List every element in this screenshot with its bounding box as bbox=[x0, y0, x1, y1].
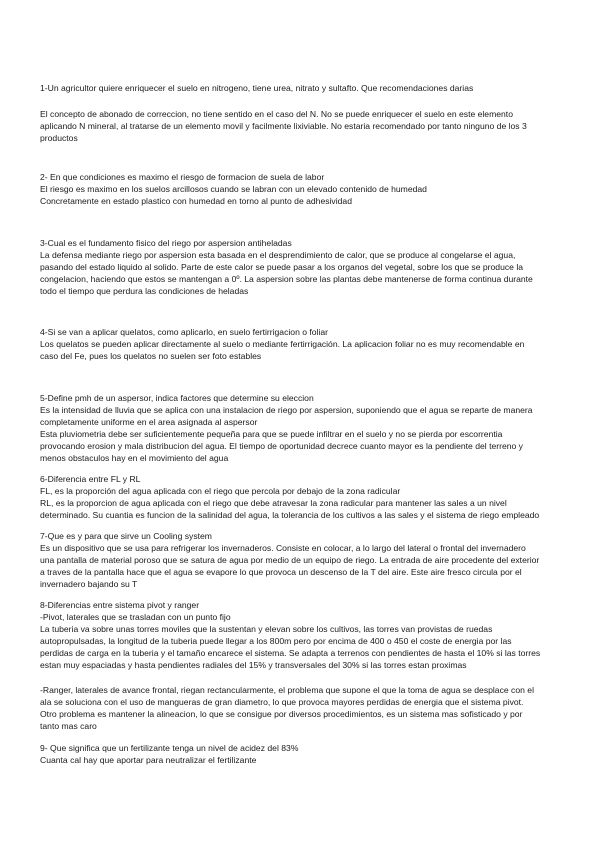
question-1 bbox=[40, 82, 568, 144]
answer-line: una pantalla de material poroso que se satura de agua por medio de un equipo de riego. La entrada de aire procedente del exterior bbox=[40, 555, 540, 565]
answer-line: Esta pluviometria debe ser suficientemente pequeña para que se puede infiltrar en el suelo y no se pierda por escorrentia bbox=[40, 429, 503, 439]
question-3 bbox=[40, 237, 568, 297]
answer-line: RL, es la proporcion de agua aplicada con el riego que debe atravesar la zona radicular para mantener las sales a un nivel bbox=[40, 498, 507, 508]
answer-line: congelacion, haciendo que estos se mantengan a 0º. La aspersion sobre las plantas debe mantenerse de forma continua durante bbox=[40, 274, 533, 284]
question-3-title: 3-Cual es el fundamento fisico del riego por aspersion antiheladas bbox=[40, 238, 292, 248]
answer-line: aplicando N mineral, al tratarse de un elemento movil y facilmente lixiviable. No estaria recomendado por tanto ninguno de los 3 bbox=[40, 121, 527, 131]
question-2 bbox=[40, 171, 568, 207]
answer-line: determinado. Su cuantia es funcion de la salinidad del agua, la tolerancia de los cultivos a las sales y el sistema de riego empleado bbox=[40, 510, 540, 520]
answer-line: invernadero bajando su T bbox=[40, 579, 138, 589]
answer-line: Cuanta cal hay que aportar para neutralizar el fertilizante bbox=[40, 755, 257, 765]
answer-line: completamente uniforme en el area asignada al aspersor bbox=[40, 417, 258, 427]
question-1-answer bbox=[40, 108, 568, 144]
answer-line: caso del Fe, pues los quelatos no suelen ser foto estables bbox=[40, 351, 262, 361]
document-page bbox=[40, 82, 568, 766]
question-9 bbox=[40, 742, 568, 766]
question-4 bbox=[40, 326, 568, 362]
answer-line: productos bbox=[40, 133, 78, 143]
answer-line: autopropulsadas, la longitud de la tuberia puede llegar a los 800m pero por encima de 400 o 450 el coste de energia por las bbox=[40, 636, 512, 646]
question-9-title: 9- Que significa que un fertilizante tenga un nivel de acidez del 83% bbox=[40, 743, 299, 753]
question-8-ranger bbox=[40, 684, 568, 732]
answer-line: Es la intensidad de lluvia que se aplica con una instalacion de riego por aspersion, suponiendo que el agua se reparte de manera bbox=[40, 405, 533, 415]
answer-line: -Ranger, laterales de avance frontal, riegan rectancularmente, el problema que supone el que la toma de agua se desplace con el bbox=[40, 685, 534, 695]
question-8-title: 8-Diferencias entre sistema pivot y ranger bbox=[40, 600, 200, 610]
question-8 bbox=[40, 599, 568, 671]
answer-line: El concepto de abonado de correccion, no tiene sentido en el caso del N. No se puede enriquecer el suelo en este elemento bbox=[40, 109, 513, 119]
question-1-title: 1-Un agricultor quiere enriquecer el suelo en nitrogeno, tiene urea, nitrato y sultafto. Que recomendaciones darias bbox=[40, 83, 474, 93]
answer-line: pasando del estado liquido al solido. Parte de este calor se puede pasar a los organos del vegetal, sobre los que se produce la bbox=[40, 262, 524, 272]
question-5-title: 5-Define pmh de un aspersor, indica factores que determine su eleccion bbox=[40, 393, 314, 403]
answer-line: estan muy espaciadas y hasta pendientes radiales del 15% y transversales del 30% si las torres estan proximas bbox=[40, 660, 467, 670]
answer-line: Otro problema es mantener la alineacion, lo que se consigue por diversos procedimientos, es un sistema mas sofisticado y por bbox=[40, 709, 523, 719]
question-5 bbox=[40, 392, 568, 464]
answer-line: provocando erosion y mala distribucion del agua. El tiempo de oportunidad decrece cuanto mayor es la pendiente del terreno y bbox=[40, 441, 523, 451]
answer-line: perdidas de carga en la tuberia y el tamaño encarece el sistema. Se adapta a terrenos con pendientes de hasta el 10% si las torres bbox=[40, 648, 541, 658]
answer-line: Concretamente en estado plastico con humedad en torno al punto de adhesividad bbox=[40, 196, 352, 206]
question-2-title: 2- En que condiciones es maximo el riesgo de formacion de suela de labor bbox=[40, 172, 325, 182]
answer-line: La defensa mediante riego por aspersion esta basada en el desprendimiento de calor, que se produce al congelarse el agua, bbox=[40, 250, 516, 260]
question-6 bbox=[40, 473, 568, 521]
answer-line: El riesgo es maximo en los suelos arcillosos cuando se labran con un elevado contenido de humedad bbox=[40, 184, 427, 194]
answer-line: ala se soluciona con el uso de mangueras de gran diametro, lo que provoca mayores perdidas de energia que el sistema pivot. bbox=[40, 697, 524, 707]
question-7 bbox=[40, 530, 568, 590]
answer-line: tanto mas caro bbox=[40, 721, 97, 731]
answer-line: -Pivot, laterales que se trasladan con un punto fijo bbox=[40, 612, 231, 622]
answer-line: Es un dispositivo que se usa para refrigerar los invernaderos. Consiste en colocar, a lo largo del lateral o frontal del invernadero bbox=[40, 543, 526, 553]
answer-line: a traves de la pantalla hace que el agua se evapore lo que provoca un descenso de la T del aire. Este aire fresco circula por el bbox=[40, 567, 522, 577]
answer-line: FL, es la proporción del agua aplicada con el riego que percola por debajo de la zona radicular bbox=[40, 486, 401, 496]
answer-line: Los quelatos se pueden aplicar directamente al suelo o mediante fertirrigación. La aplicacion foliar no es muy recomendable en bbox=[40, 339, 525, 349]
answer-line: todo el tiempo que perdura las condiciones de heladas bbox=[40, 286, 249, 296]
answer-line: menos obstaculos hay en el movimiento del agua bbox=[40, 453, 229, 463]
answer-line: La tuberia va sobre unas torres moviles que la sustentan y elevan sobre los cultivos, las torres van provistas de ruedas bbox=[40, 624, 493, 634]
question-6-title: 6-Diferencia entre FL y RL bbox=[40, 474, 141, 484]
question-7-title: 7-Que es y para que sirve un Cooling system bbox=[40, 531, 212, 541]
question-4-title: 4-Si se van a aplicar quelatos, como aplicarlo, en suelo fertirrigacion o foliar bbox=[40, 327, 329, 337]
